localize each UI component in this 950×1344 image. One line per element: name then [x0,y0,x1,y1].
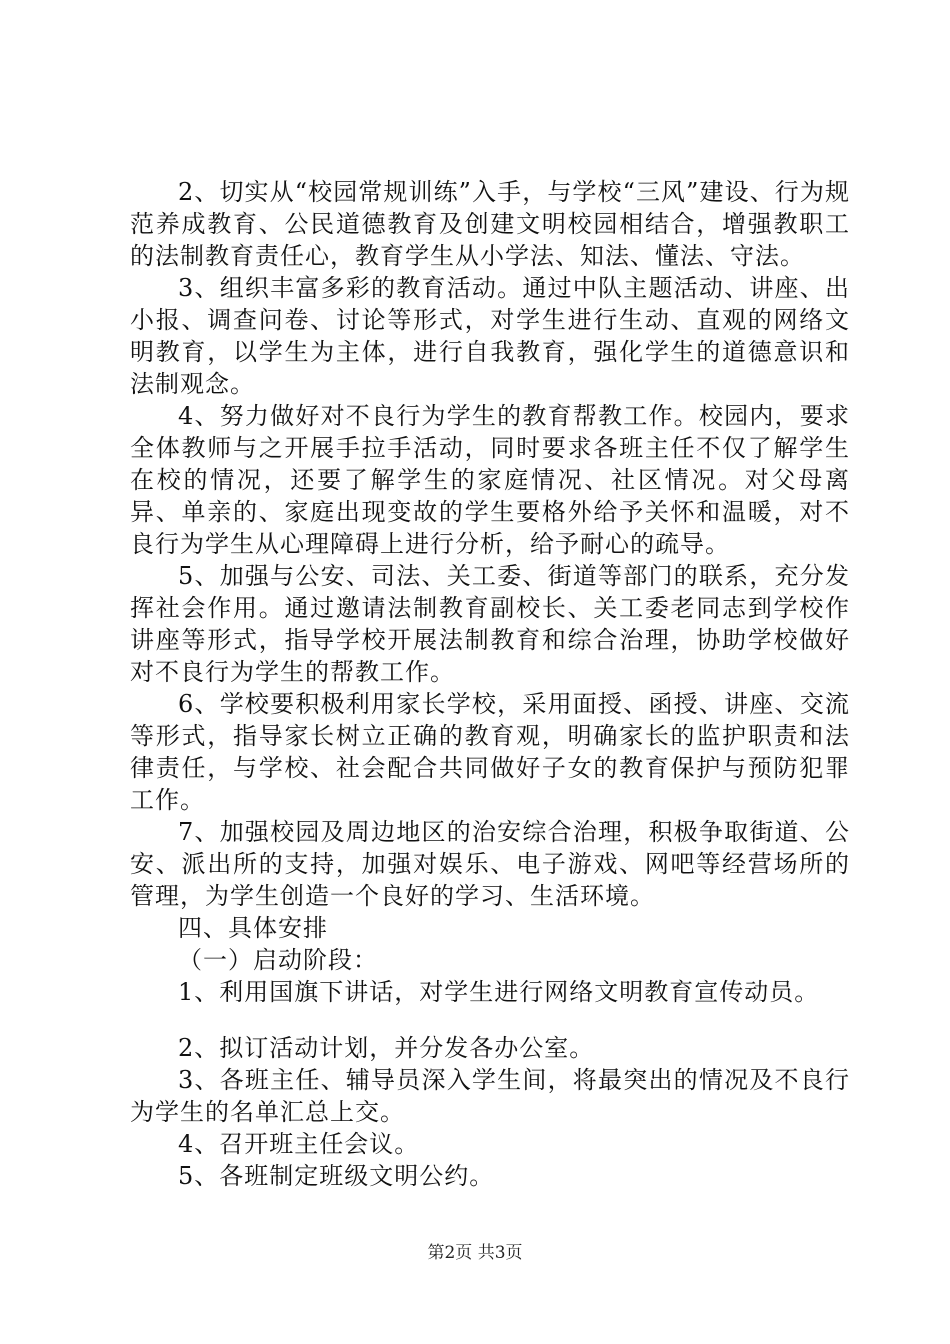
step-item-3: 3、各班主任、辅导员深入学生间，将最突出的情况及不良行为学生的名单汇总上交。 [130,1066,850,1126]
paragraph-item-5: 5、加强与公安、司法、关工委、街道等部门的联系，充分发挥社会作用。通过邀请法制教育副校长、关工委老同志到学校作讲座等形式，指导学校开展法制教育和综合治理，协助学校做好对不良行为学生的帮教工作。 [130,562,850,686]
document-body [130,176,850,1192]
paragraph-item-2: 2、切实从“校园常规训练”入手，与学校“三风”建设、行为规范养成教育、公民道德教育及创建文明校园相结合，增强教职工的法制教育责任心，教育学生从小学法、知法、懂法、守法。 [130,178,850,270]
paragraph-item-4: 4、努力做好对不良行为学生的教育帮教工作。校园内，要求全体教师与之开展手拉手活动，同时要求各班主任不仅了解学生在校的情况，还要了解学生的家庭情况、社区情况。对父母离异、单亲的、家庭出现变故的学生要格外给予关怀和温暖，对不良行为学生从心理障碍上进行分析，给予耐心的疏导。 [130,402,850,558]
step-item-4: 4、召开班主任会议。 [178,1130,420,1158]
page-footer: 第2页 共3页 [427,1243,523,1263]
step-item-5: 5、各班制定班级文明公约。 [178,1162,495,1190]
step-item-1: 1、利用国旗下讲话，对学生进行网络文明教育宣传动员。 [178,978,820,1006]
section-heading: 四、具体安排 [178,914,328,942]
paragraph-item-7: 7、加强校园及周边地区的治安综合治理，积极争取街道、公安、派出所的支持，加强对娱乐、电子游戏、网吧等经营场所的管理，为学生创造一个良好的学习、生活环境。 [130,818,850,910]
paragraph-item-3: 3、组织丰富多彩的教育活动。通过中队主题活动、讲座、出小报、调查问卷、讨论等形式，对学生进行生动、直观的网络文明教育，以学生为主体，进行自我教育，强化学生的道德意识和法制观念。 [130,274,850,398]
paragraph-item-6: 6、学校要积极利用家长学校，采用面授、函授、讲座、交流等形式，指导家长树立正确的教育观，明确家长的监护职责和法律责任，与学校、社会配合共同做好子女的教育保护与预防犯罪工作。 [130,690,850,814]
step-item-2: 2、拟订活动计划，并分发各办公室。 [178,1034,595,1062]
subsection-heading: （一）启动阶段： [178,946,378,974]
